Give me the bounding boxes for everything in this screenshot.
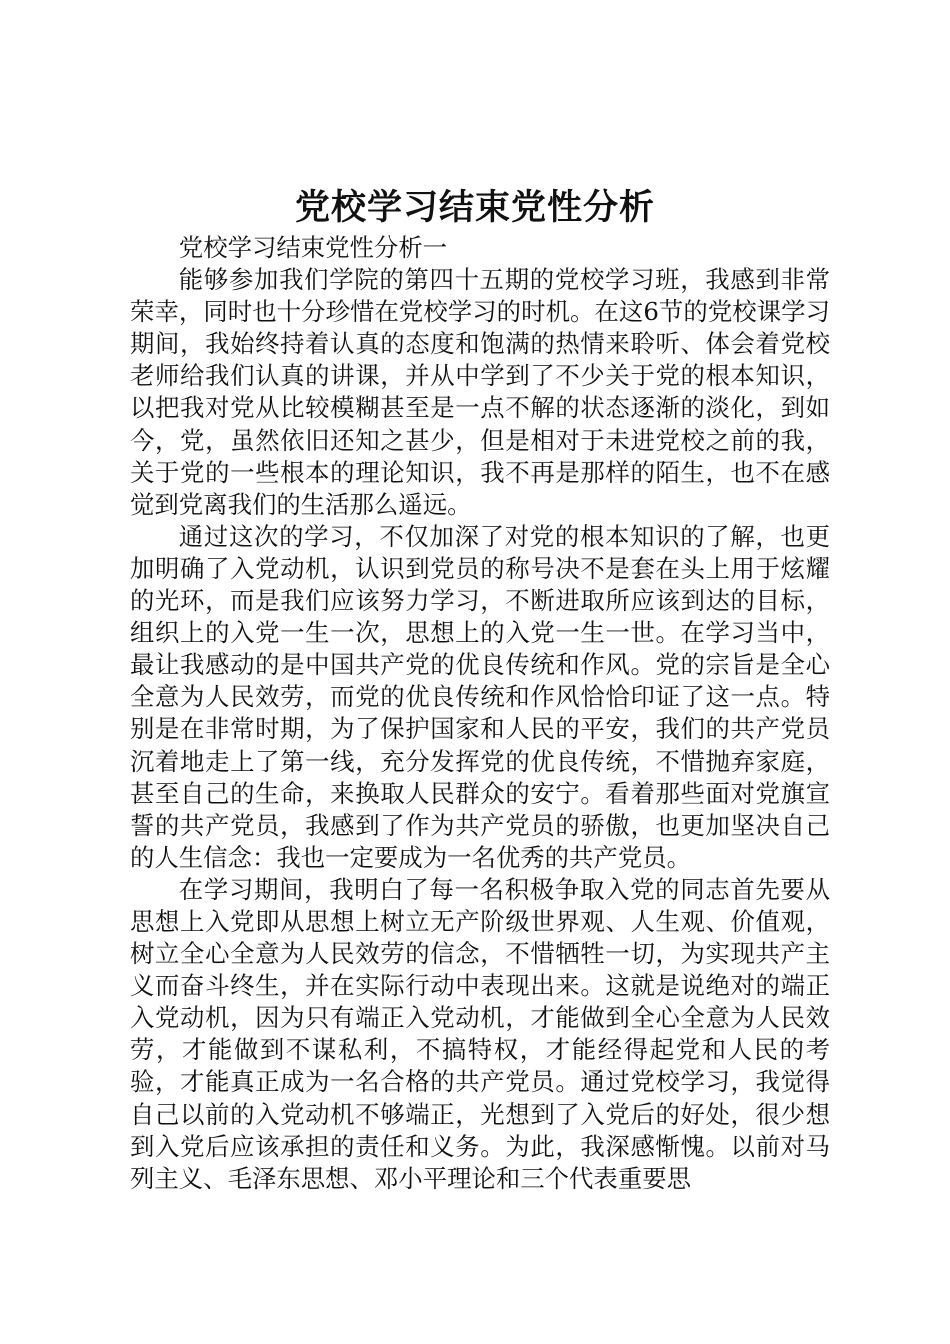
paragraph: 能够参加我们学院的第四十五期的党校学习班，我感到非常荣幸，同时也十分珍惜在党校学习的时机。在这6节的党校课学习期间，我始终持着认真的态度和饱满的热情来聆听、体会着党校老师给我们认真的讲课，并从中学到了不少关于党的根本知识，以把我对党从比较模糊甚至是一点不解的状态逐渐的淡化，到如今，党，虽然依旧还知之甚少，但是相对于未进党校之前的我，关于党的一些根本的理论知识，我不再是那样的陌生，也不在感觉到党离我们的生活那么遥远。 xyxy=(130,265,830,519)
paragraph: 通过这次的学习，不仅加深了对党的根本知识的了解，也更加明确了入党动机，认识到党员的称号决不是套在头上用于炫耀的光环，而是我们应该努力学习，不断进取所应该到达的目标，组织上的入党一生一次，思想上的入党一生一世。在学习当中，最让我感动的是中国共产党的优良传统和作风。党的宗旨是全心全意为人民效劳，而党的优良传统和作风恰恰印证了这一点。特别是在非常时期，为了保护国家和人民的平安，我们的共产党员沉着地走上了第一线，充分发挥党的优良传统，不惜抛弃家庭，甚至自己的生命，来换取人民群众的安宁。看着那些面对党旗宣誓的共产党员，我感到了作为共产党员的骄傲，也更加坚决自己的人生信念：我也一定要成为一名优秀的共产党员。 xyxy=(130,521,830,872)
document-title: 党校学习结束党性分析 xyxy=(294,187,655,228)
document-body xyxy=(130,232,830,1195)
section-heading: 党校学习结束党性分析一 xyxy=(178,233,448,262)
paragraph: 在学习期间，我明白了每一名积极争取入党的同志首先要从思想上入党即从思想上树立无产阶级世界观、人生观、价值观，树立全心全意为人民效劳的信念，不惜牺牲一切，为实现共产主义而奋斗终生，并在实际行动中表现出来。这就是说绝对的端正入党动机，因为只有端正入党动机，才能做到全心全意为人民效劳，才能做到不谋私利，不搞特权，才能经得起党和人民的考验，才能真正成为一名合格的共产党员。通过党校学习，我觉得自己以前的入党动机不够端正，光想到了入党后的好处，很少想到入党后应该承担的责任和义务。为此，我深感惭愧。以前对马列主义、毛泽东思想、邓小平理论和三个代表重要思 xyxy=(130,874,830,1193)
